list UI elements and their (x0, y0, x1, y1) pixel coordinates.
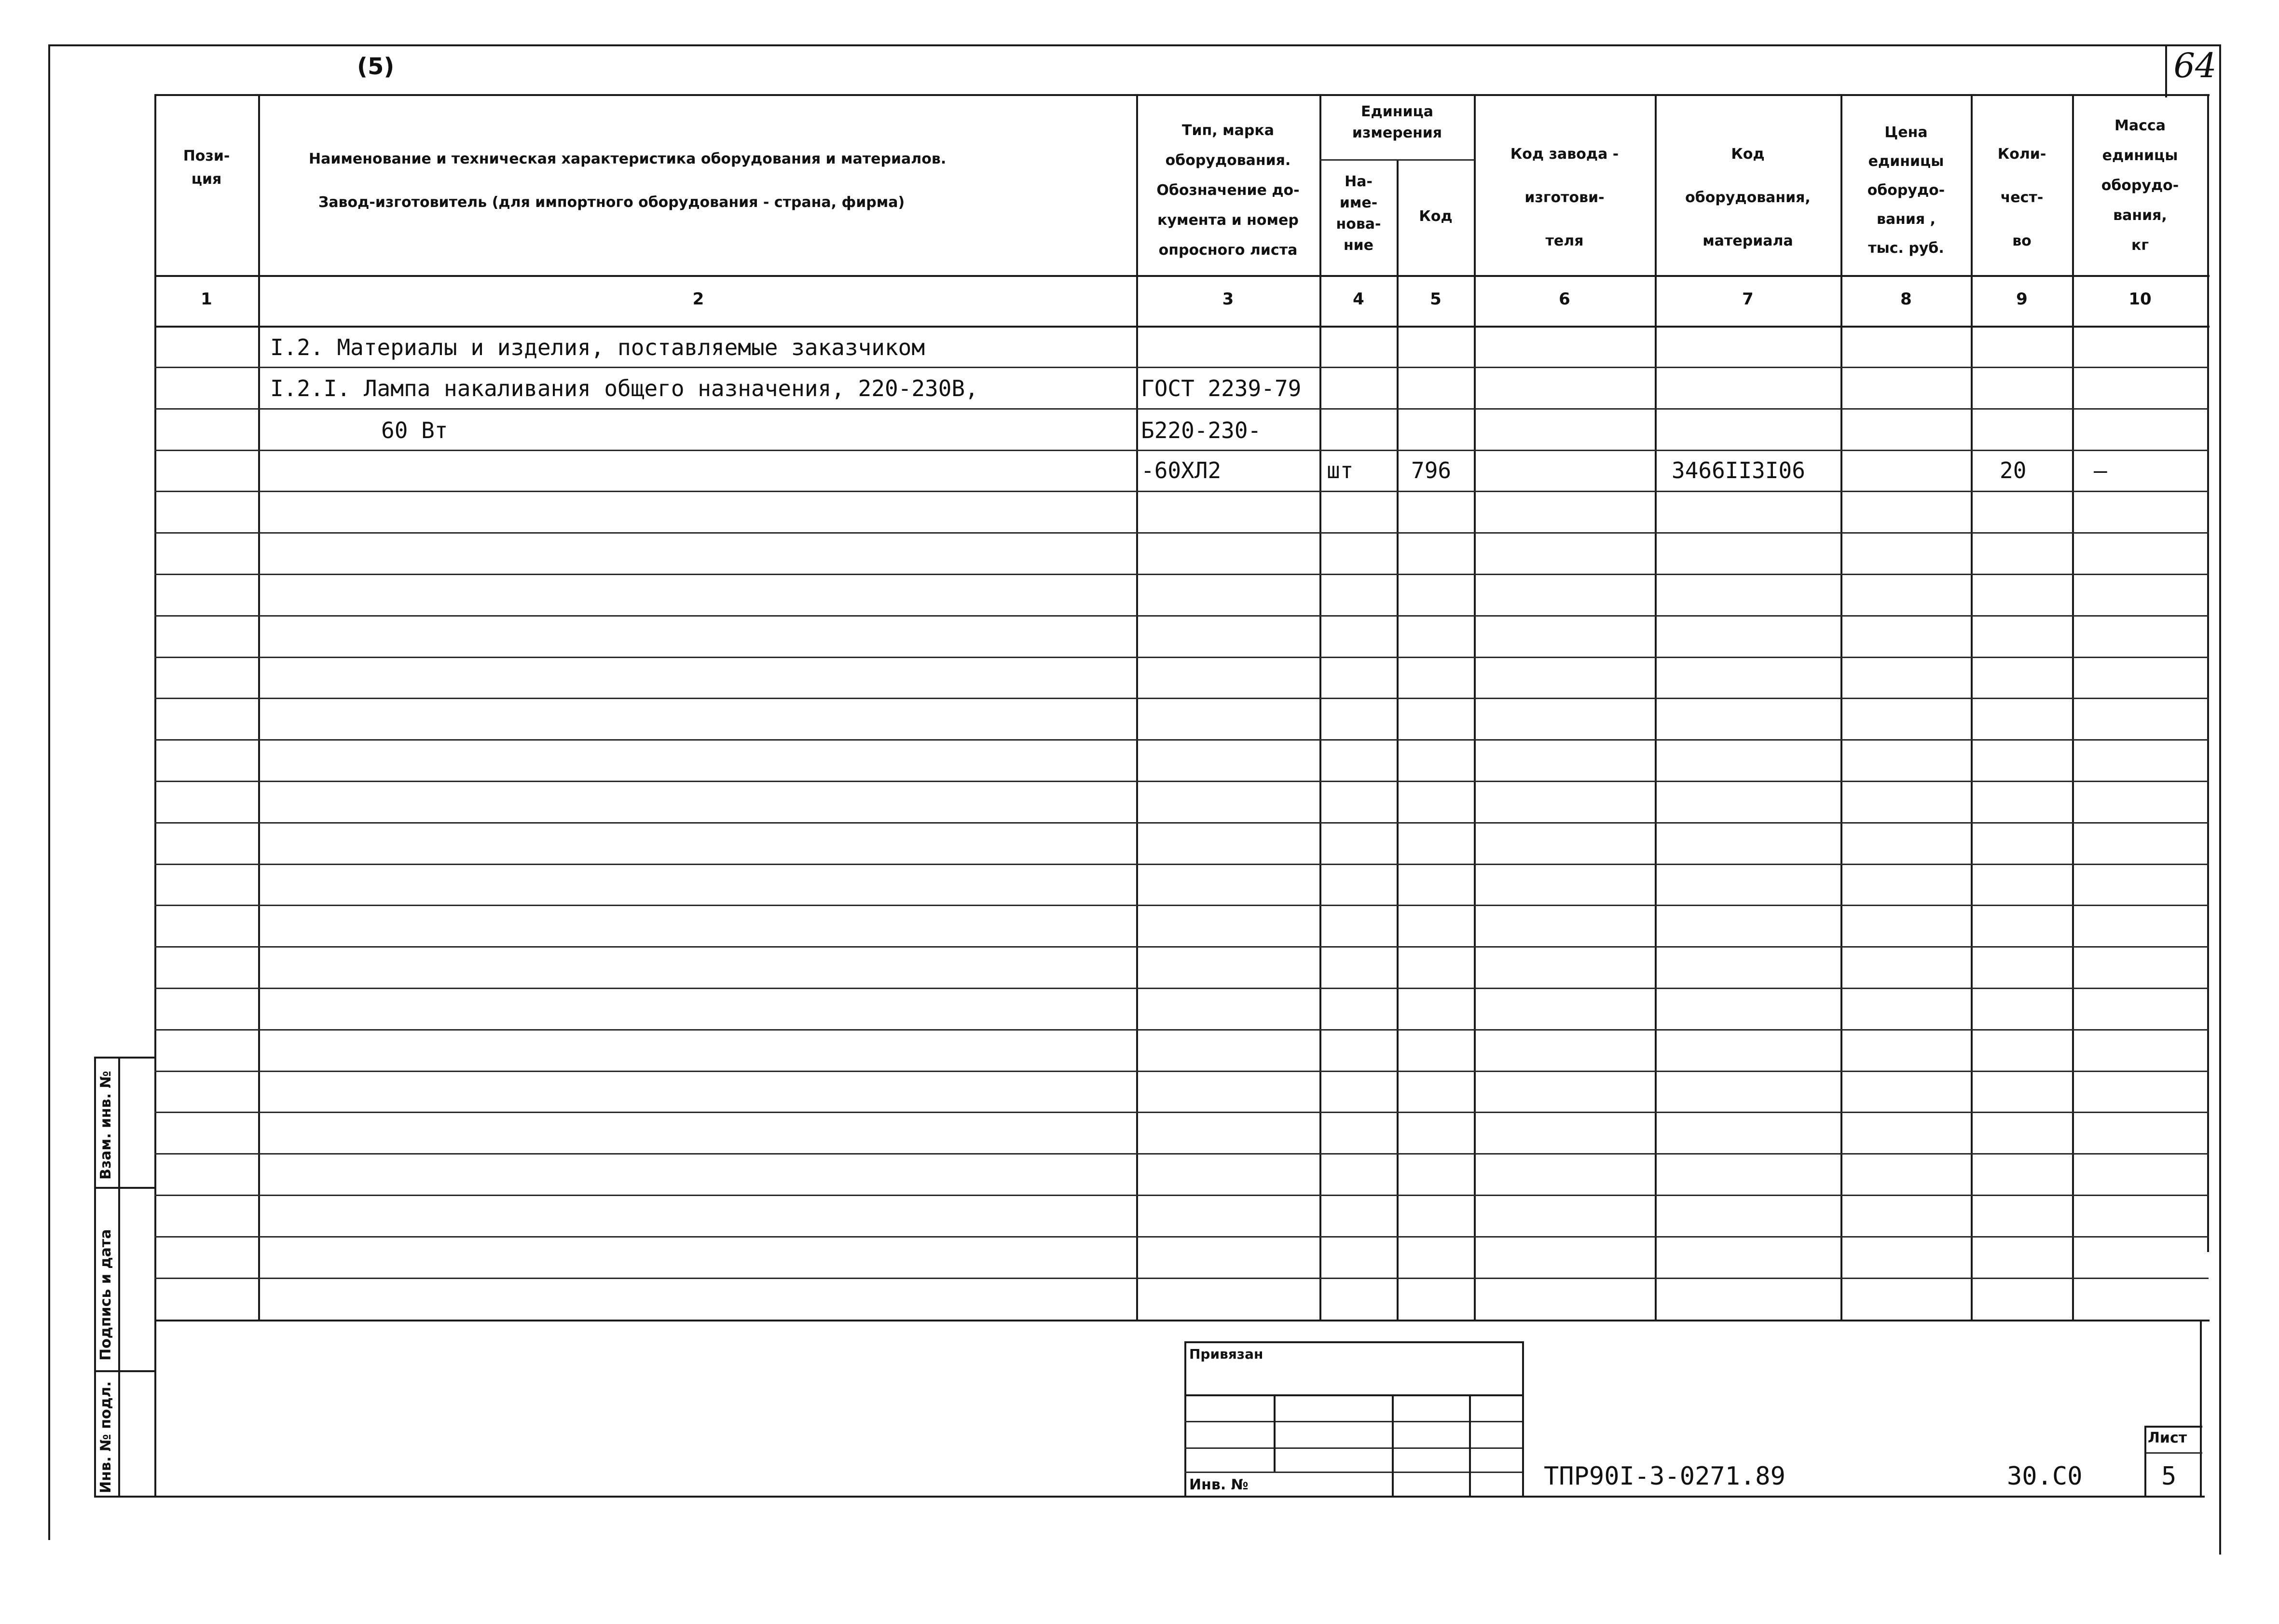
frame-left (48, 44, 50, 1540)
colnum-4: 4 (1353, 289, 1364, 309)
side-strip-top (94, 1057, 156, 1059)
table-top (154, 94, 2210, 96)
tb-line4 (1184, 1472, 1522, 1473)
col-line-9 (2072, 94, 2074, 1321)
row-2-type: ГОСТ 2239-79 (1141, 375, 1302, 401)
row-rule (154, 988, 2209, 989)
header-unit-code: Код (1419, 208, 1453, 225)
colnum-1: 1 (201, 289, 212, 309)
row-rule (154, 1153, 2209, 1155)
side-replace-inv: Взам. инв. № (97, 1071, 114, 1180)
sheet-box-top (2144, 1426, 2202, 1428)
tb-line3 (1184, 1447, 1522, 1449)
col-line-5 (1474, 94, 1476, 1321)
row-rule (154, 1112, 2209, 1113)
header-quantity: Коли- чест- во (1997, 146, 2046, 249)
colnum-8: 8 (1900, 289, 1912, 309)
frame-right (2219, 44, 2221, 1555)
doc-code: ТПР90I-3-0271.89 (1544, 1462, 1785, 1491)
sheet-box-mid (2144, 1452, 2202, 1454)
row-rule (154, 657, 2209, 658)
row-3-type: Б220-230- (1141, 417, 1262, 443)
frame-top (48, 44, 2219, 46)
colnum-9: 9 (2016, 289, 2028, 309)
side-strip-div2 (94, 1370, 156, 1372)
colnum-bottom (154, 326, 2210, 328)
tb-left (1184, 1341, 1186, 1498)
row-rule (154, 905, 2209, 906)
row-rule (154, 491, 2209, 492)
header-unit: Единица измерения (1352, 103, 1442, 141)
row-rule (154, 946, 2209, 948)
header-name: Наименование и техническая характеристика оборудования и материалов. Завод-изготовитель (для импортного оборудования - страна, фирма) (309, 151, 947, 211)
tb-line2 (1184, 1421, 1522, 1422)
colnum-6: 6 (1559, 289, 1570, 309)
col-line-7 (1840, 94, 1842, 1321)
row-rule (154, 1029, 2209, 1031)
sheet-box-left (2144, 1426, 2146, 1498)
row-rule (154, 450, 2209, 451)
row-rule (154, 1278, 2209, 1279)
side-signature-date: Подпись и дата (97, 1229, 114, 1361)
col-line-8 (1971, 94, 1973, 1321)
table-bottom (154, 1320, 2210, 1321)
col-line-3 (1319, 94, 1321, 1321)
header-position: Пози- ция (183, 148, 230, 188)
colnum-2: 2 (692, 289, 704, 309)
header-mass: Масса единицы оборудо- вания, кг (2101, 117, 2179, 254)
side-original-inv: Инв. № подл. (97, 1381, 114, 1493)
row-rule (154, 1195, 2209, 1196)
tb-top (1184, 1341, 1522, 1343)
header-bottom (154, 275, 2210, 277)
side-strip-div1 (94, 1187, 156, 1189)
tb-col3 (1469, 1394, 1471, 1498)
row-rule (154, 615, 2209, 617)
row-4-type: -60ХЛ2 (1141, 457, 1222, 483)
header-equipment-code: Код оборудования, материала (1685, 146, 1811, 249)
colnum-3: 3 (1222, 289, 1234, 309)
row-2-name: I.2.I. Лампа накаливания общего назначения, 220-230В, (270, 375, 978, 401)
tb-line1 (1184, 1394, 1522, 1396)
col-line-6 (1655, 94, 1657, 1321)
corner-box-left (2165, 44, 2167, 97)
row-rule (154, 781, 2209, 782)
row-rule (154, 698, 2209, 699)
row-rule (154, 1071, 2209, 1072)
row-rule (154, 408, 2209, 410)
section-code: 30.С0 (2007, 1462, 2083, 1491)
row-3-name: 60 Вт (381, 417, 448, 443)
row-rule (154, 864, 2209, 865)
side-strip-mid (118, 1057, 120, 1497)
colnum-10: 10 (2128, 289, 2152, 309)
side-strip-left (94, 1057, 96, 1497)
page-bottom (154, 1496, 2205, 1498)
colnum-5: 5 (1430, 289, 1442, 309)
sheet-number: 5 (2161, 1462, 2177, 1491)
row-rule (154, 739, 2209, 741)
side-strip-bottom (94, 1496, 156, 1498)
header-factory-code: Код завода - изготови- теля (1510, 146, 1619, 249)
row-rule (154, 1236, 2209, 1238)
row-rule (154, 822, 2209, 824)
unit-subheader-line (1319, 159, 1475, 161)
row-4-equip-code: 3466II3I06 (1672, 457, 1805, 483)
header-type: Тип, марка оборудования. Обозначение до- кумента и номер опросного листа (1156, 122, 1300, 259)
row-rule (154, 574, 2209, 575)
tb-right (1522, 1341, 1524, 1498)
tb-inv-no: Инв. № (1189, 1476, 1249, 1493)
row-4-mass: – (2094, 457, 2107, 483)
row-1-name: I.2. Материалы и изделия, поставляемые заказчиком (270, 334, 925, 360)
sheet-prefix: (5) (357, 53, 395, 80)
col-line-10 (2207, 94, 2209, 1252)
tb-col1 (1274, 1394, 1276, 1472)
row-4-unit-code: 796 (1411, 457, 1452, 483)
row-4-unit: шт (1327, 457, 1354, 483)
sheet-label: Лист (2148, 1430, 2187, 1446)
row-rule (154, 532, 2209, 534)
header-price: Цена единицы оборудо- вания , тыс. руб. (1867, 124, 1945, 257)
colnum-7: 7 (1742, 289, 1754, 309)
row-4-qty: 20 (2000, 457, 2027, 483)
page-corner-number: 64 (2173, 46, 2217, 85)
tb-attached: Привязан (1189, 1346, 1263, 1362)
col-line-1 (258, 94, 260, 1321)
row-rule (154, 367, 2209, 368)
header-unit-name: На- име- нова- ние (1336, 173, 1381, 254)
tb-col2 (1392, 1394, 1394, 1498)
col-line-10-lower (2200, 1320, 2202, 1498)
col-line-2 (1136, 94, 1138, 1321)
